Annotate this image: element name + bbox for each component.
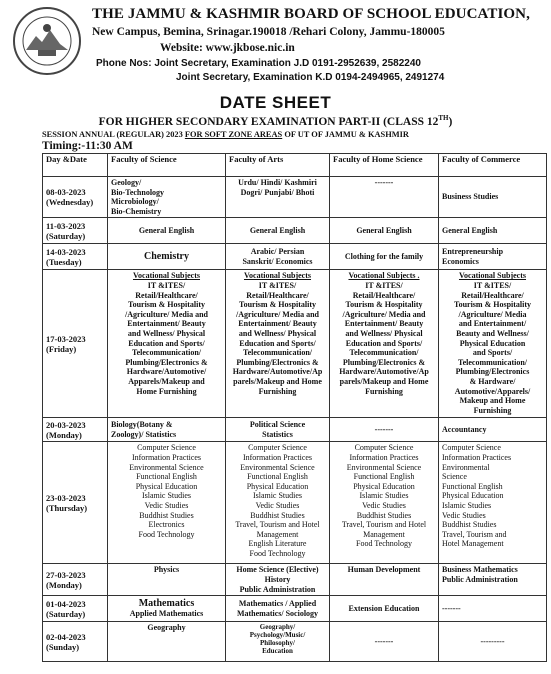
table-row [43, 218, 547, 244]
table-header-row [43, 154, 547, 177]
page-subtitle: FOR HIGHER SECONDARY EXAMINATION PART-II (CLASS 12TH) [98, 114, 453, 128]
science-cell: General English [108, 218, 226, 244]
board-name: THE JAMMU & KASHMIR BOARD OF SCHOOL EDUCATION, [92, 6, 530, 22]
date-cell: 17-03-2023 (Friday) [43, 270, 108, 418]
science-cell: Geology/ Bio-Technology Microbiology/ Bio-Chemistry [108, 177, 226, 218]
exam-timing: Timing:-11:30 AM [42, 140, 133, 152]
arts-cell: Computer Science Information Practices Environmental Science Functional English Physical Education Islamic Studies Vedic Studies Buddhist Studies Travel, Tourism and Hotel Management English Literature Food Technology [226, 442, 330, 564]
science-cell: Mathematics Applied Mathematics [108, 596, 226, 622]
date-cell: 27-03-2023 (Monday) [43, 564, 108, 596]
home-science-cell: Vocational Subjects . IT &ITES/ Retail/Healthcare/ Tourism & Hospitality /Agriculture/ Media and Entertainment/ Beauty and Wellness/ Physical Education and Sports/ Telecommunication/ Plumbing/Electronics & Hardware/Automotive/Ap parels/Makeup and Home Furnishing [330, 270, 439, 418]
table-row [43, 622, 547, 662]
table-row [43, 244, 547, 270]
science-cell: Geography [108, 622, 226, 662]
home-science-cell: ------- [330, 622, 439, 662]
home-science-cell: ------- [330, 177, 439, 218]
arts-cell: Political Science Statistics [226, 418, 330, 442]
board-seal-logo [12, 6, 82, 76]
commerce-cell: Entrepreneurship Economics [439, 244, 547, 270]
date-cell: 08-03-2023 (Wednesday) [43, 177, 108, 218]
col-header-home-science: Faculty of Home Science [330, 154, 439, 177]
commerce-cell: General English [439, 218, 547, 244]
board-address: New Campus, Bemina, Srinagar.190018 /Rehari Colony, Jammu-180005 [92, 26, 445, 38]
letterhead [0, 0, 551, 96]
arts-cell: Arabic/ Persian Sanskrit/ Economics [226, 244, 330, 270]
home-science-cell: Human Development [330, 564, 439, 596]
table-row [43, 596, 547, 622]
arts-cell: Vocational Subjects IT &ITES/ Retail/Healthcare/ Tourism & Hospitality /Agriculture/ Media and Entertainment/ Beauty and Wellness/ Physical Education and Sports/ Telecommunication/ Plumbing/Electronics & Hardware/Automotive/Ap parels/Makeup and Home Furnishing [226, 270, 330, 418]
commerce-cell: Vocational Subjects IT &ITES/ Retail/Healthcare/ Tourism & Hospitality /Agriculture/ Media and Entertainment/ Beauty and Wellness/ Physical Education and Sports/ Telecommunication/ Plumbing/Electronics & Hardware/ Automotive/Apparels/ Makeup and Home Furnishing [439, 270, 547, 418]
board-website: Website: www.jkbose.nic.in [160, 42, 295, 54]
commerce-cell: ------- [439, 596, 547, 622]
arts-cell: Urdu/ Hindi/ Kashmiri Dogri/ Punjabi/ Bhoti [226, 177, 330, 218]
science-cell: Physics [108, 564, 226, 596]
col-header-date: Day &Date [43, 154, 108, 177]
phone-line-1: Phone Nos: Joint Secretary, Examination J.D 0191-2952639, 2582240 [96, 58, 421, 69]
science-cell: Vocational Subjects IT &ITES/ Retail/Healthcare/ Tourism & Hospitality /Agriculture/ Media and Entertainment/ Beauty and Wellness/ Physical Education and Sports/ Telecommunication/ Plumbing/Electronics & Hardware/Automotive/ Apparels/Makeup and Home Furnishing [108, 270, 226, 418]
commerce-cell: Business Mathematics Public Administration [439, 564, 547, 596]
table-row [43, 442, 547, 564]
date-cell: 02-04-2023 (Sunday) [43, 622, 108, 662]
table-row [43, 418, 547, 442]
date-sheet-table [42, 153, 547, 662]
date-cell: 14-03-2023 (Tuesday) [43, 244, 108, 270]
science-cell: Chemistry [108, 244, 226, 270]
science-cell: Biology(Botany & Zoology)/ Statistics [108, 418, 226, 442]
date-cell: 23-03-2023 (Thursday) [43, 442, 108, 564]
arts-cell: Home Science (Elective) History Public Administration [226, 564, 330, 596]
home-science-cell: General English [330, 218, 439, 244]
col-header-arts: Faculty of Arts [226, 154, 330, 177]
commerce-cell: Accountancy [439, 418, 547, 442]
home-science-cell: Computer Science Information Practices Environmental Science Functional English Physical Education Islamic Studies Vedic Studies Buddhist Studies Travel, Tourism and Hotel Management Food Technology [330, 442, 439, 564]
col-header-science: Faculty of Science [108, 154, 226, 177]
home-science-cell: Extension Education [330, 596, 439, 622]
table-row [43, 270, 547, 418]
date-cell: 01-04-2023 (Saturday) [43, 596, 108, 622]
date-cell: 11-03-2023 (Saturday) [43, 218, 108, 244]
home-science-cell: ------- [330, 418, 439, 442]
page-title: DATE SHEET [219, 93, 332, 112]
session-line: SESSION ANNUAL (REGULAR) 2023 FOR SOFT ZONE AREAS OF UT OF JAMMU & KASHMIR [42, 130, 409, 139]
arts-cell: General English [226, 218, 330, 244]
col-header-commerce: Faculty of Commerce [439, 154, 547, 177]
science-cell: Computer Science Information Practices Environmental Science Functional English Physical Education Islamic Studies Vedic Studies Buddhist Studies Electronics Food Technology [108, 442, 226, 564]
date-cell: 20-03-2023 (Monday) [43, 418, 108, 442]
arts-cell: Mathematics / Applied Mathematics/ Sociology [226, 596, 330, 622]
arts-cell: Geography/ Psychology/Music/ Philosophy/ Education [226, 622, 330, 662]
table-row [43, 177, 547, 218]
commerce-cell: Computer Science Information Practices Environmental Science Functional English Physical Education Islamic Studies Vedic Studies Buddhist Studies Travel, Tourism and Hotel Management [439, 442, 547, 564]
commerce-cell: --------- [439, 622, 547, 662]
commerce-cell: Business Studies [439, 177, 547, 218]
phone-line-2: Joint Secretary, Examination K.D 0194-2494965, 2491274 [176, 72, 445, 83]
home-science-cell: Clothing for the family [330, 244, 439, 270]
table-row [43, 564, 547, 596]
